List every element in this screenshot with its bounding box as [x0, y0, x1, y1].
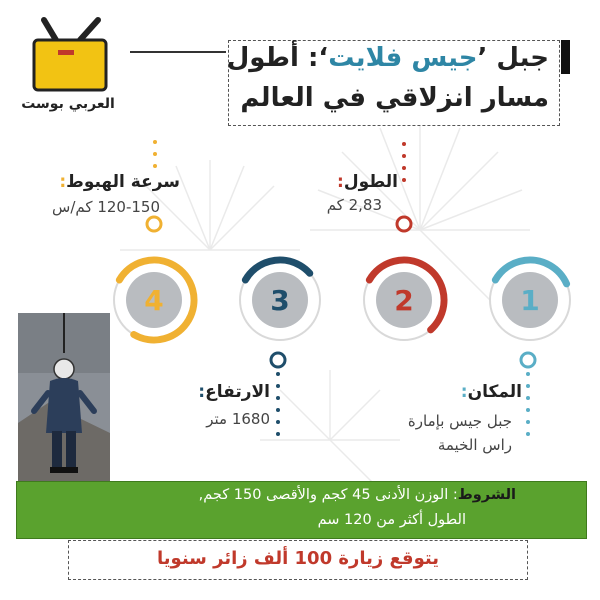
place-value-2: راس الخيمة: [437, 436, 512, 454]
title-line-2: مسار انزلاقي في العالم: [240, 83, 549, 113]
logo-text: العربي بوست: [21, 96, 115, 112]
step-number: 1: [520, 283, 540, 317]
step-number: 4: [144, 283, 164, 317]
conditions-line-1: [199, 487, 516, 503]
conditions-text-1: : الوزن الأدنى 45 كجم والأقصى 150 كجم,: [198, 487, 458, 503]
conditions-label: الشروط: [457, 487, 516, 503]
dotted-connector: [525, 372, 531, 444]
speed-value: 120-150 كم/س: [52, 198, 160, 216]
dotted-connector: [152, 140, 158, 176]
title-box: [228, 40, 560, 126]
title-connector-line: [130, 51, 226, 53]
place-label: المكان:: [460, 382, 522, 402]
small-ring-icon: [394, 214, 414, 234]
step-number: 3: [270, 283, 290, 317]
step-circle-4: [110, 256, 198, 344]
altitude-label: الارتفاع:: [198, 382, 270, 402]
title-highlight: جيس فلايت: [328, 43, 478, 73]
length-value: 2,83 كم: [326, 196, 382, 214]
small-ring-icon: [518, 350, 538, 370]
step-circle-2: [360, 256, 448, 344]
conditions-line-2: الطول أكثر من 120 سم: [317, 512, 466, 528]
step-circle-3: [236, 256, 324, 344]
zipline-rider-photo: [18, 313, 110, 481]
title-prefix: جبل ’: [477, 43, 549, 73]
altitude-value: 1680 متر: [206, 410, 270, 428]
step-circle-1: [486, 256, 574, 344]
dotted-connector: [275, 372, 281, 444]
conditions-box: [16, 481, 587, 539]
step-number: 2: [394, 283, 414, 317]
small-ring-icon: [268, 350, 288, 370]
footer-box: [68, 540, 528, 580]
title-accent-bar: [561, 40, 570, 74]
place-value-1: جبل جيس بإمارة: [407, 412, 512, 430]
title-line-1: [227, 43, 549, 73]
footer-text: يتوقع زيارة 100 ألف زائر سنويا: [157, 548, 439, 569]
length-label: الطول:: [337, 172, 398, 192]
speed-label: سرعة الهبوط:: [59, 172, 180, 192]
dotted-connector: [401, 142, 407, 190]
title-suffix: ‘: أطول: [226, 43, 329, 73]
small-ring-icon: [144, 214, 164, 234]
